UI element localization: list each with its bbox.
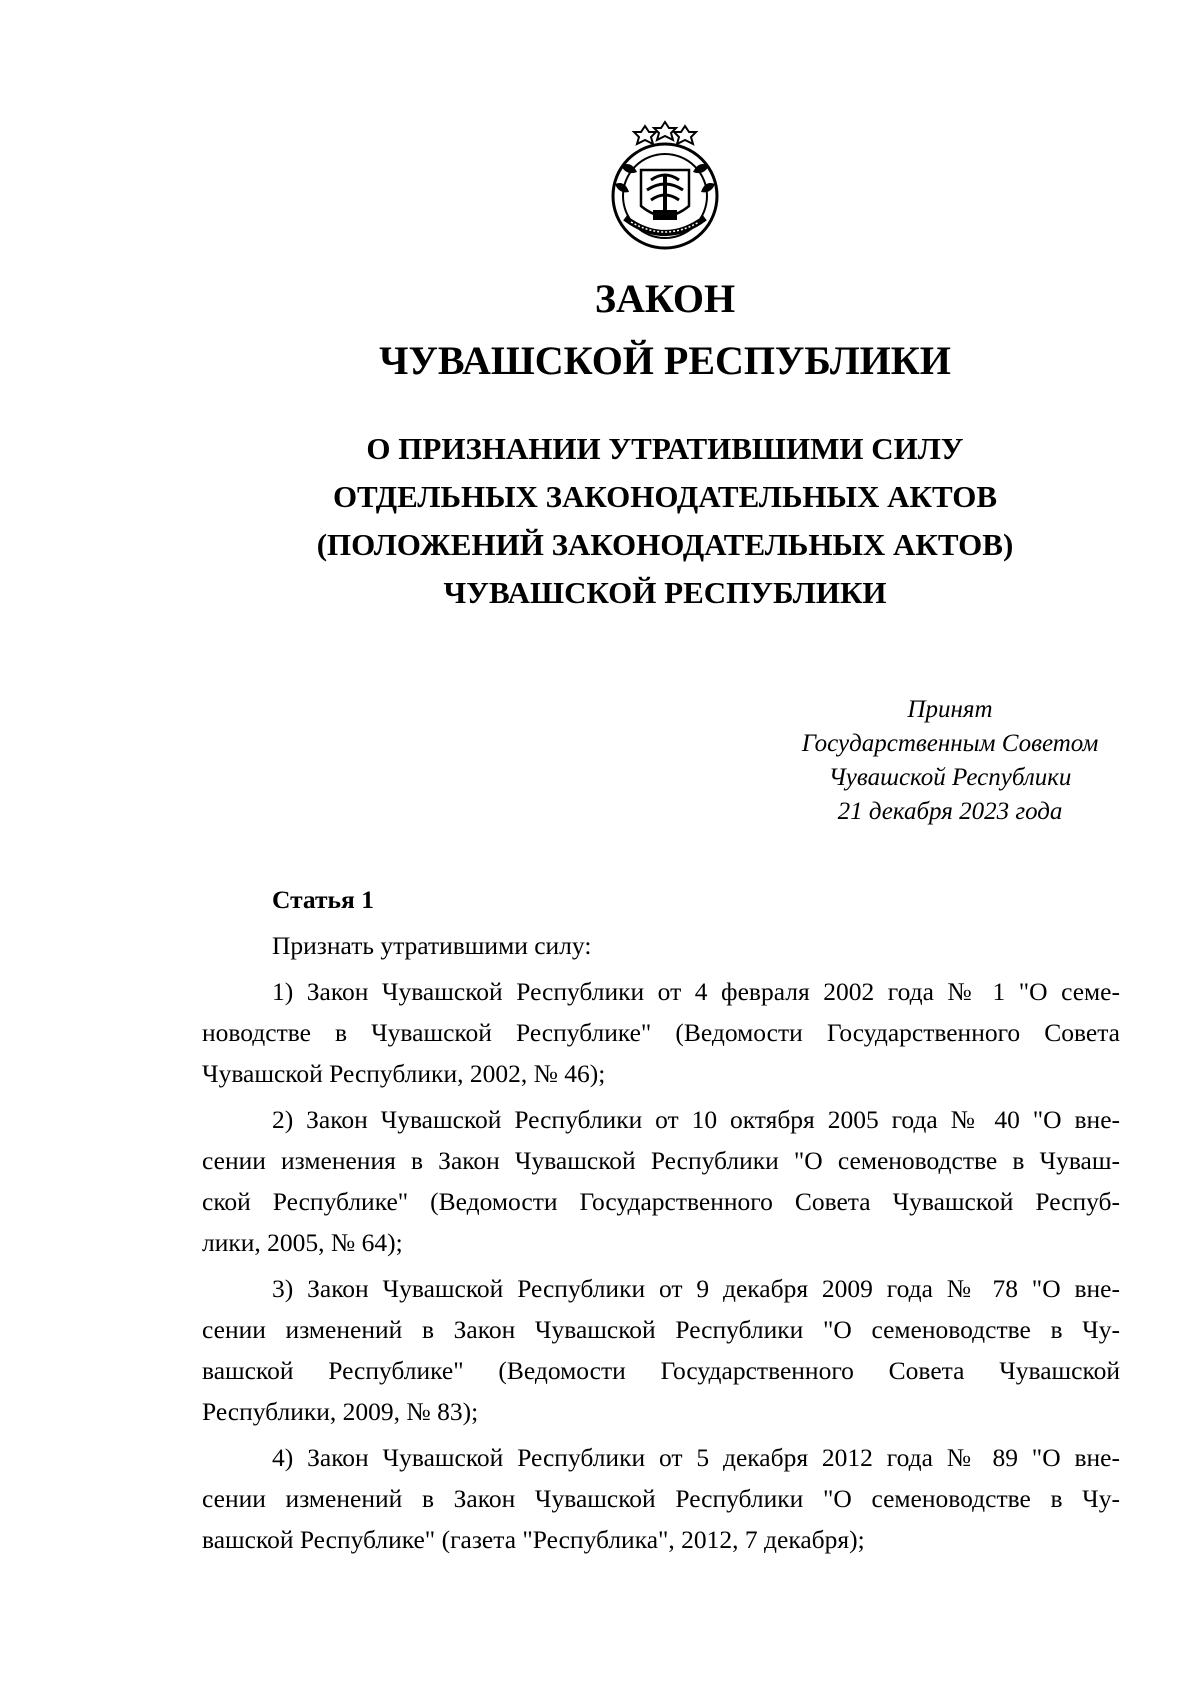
title-line-law: ЗАКОН: [594, 276, 736, 321]
subtitle-line: О ПРИЗНАНИИ УТРАТИВШИМИ СИЛУ: [366, 431, 964, 466]
subtitle-line: (ПОЛОЖЕНИЙ ЗАКОНОДАТЕЛЬНЫХ АКТОВ): [316, 527, 1014, 562]
item-line: ской Республике" (Ведомости Государственного Совета Чувашской Респуб-: [202, 1187, 1120, 1216]
item-line: Чувашской Республики, 2002, № 46);: [202, 1059, 606, 1088]
title-line-republic: ЧУВАШСКОЙ РЕСПУБЛИКИ: [379, 338, 951, 383]
article-body: [202, 879, 1120, 1565]
list-item: [202, 971, 1120, 1094]
item-line: сении изменений в Закон Чувашской Республики "О семеноводстве в Чу-: [202, 1315, 1120, 1344]
adoption-line: Чувашской Республики: [828, 764, 1072, 791]
item-line: лики, 2005, № 64);: [202, 1228, 403, 1257]
article-heading: Статья 1: [272, 885, 374, 914]
subtitle-line: ЧУВАШСКОЙ РЕСПУБЛИКИ: [443, 575, 887, 610]
list-item: [202, 1268, 1120, 1432]
item-line: вашской Республике" (газета "Республика", 2012, 7 декабря);: [202, 1525, 865, 1554]
item-line: вашской Республике" (Ведомости Государственного Совета Чувашской: [202, 1356, 1120, 1385]
item-line: Республики, 2009, № 83);: [202, 1397, 479, 1426]
item-line: 3) Закон Чувашской Республики от 9 декабря 2009 года № 78 "О вне-: [272, 1274, 1120, 1303]
list-item: [202, 1099, 1120, 1263]
item-line: новодстве в Чувашской Республике" (Ведомости Государственного Совета: [202, 1018, 1120, 1047]
article-intro: Признать утратившими силу:: [272, 931, 592, 960]
adoption-line: 21 декабря 2023 года: [837, 798, 1063, 825]
document-subtitle: [0, 425, 1200, 617]
adoption-line: Государственным Советом: [801, 730, 1099, 757]
adoption-note: [780, 693, 1120, 829]
list-item: [202, 1437, 1120, 1560]
subtitle-line: ОТДЕЛЬНЫХ ЗАКОНОДАТЕЛЬНЫХ АКТОВ: [332, 479, 998, 514]
item-line: сении изменений в Закон Чувашской Республики "О семеноводстве в Чу-: [202, 1484, 1120, 1513]
item-line: 1) Закон Чувашской Республики от 4 февраля 2002 года № 1 "О семе-: [272, 977, 1120, 1006]
adoption-line: Принят: [907, 696, 993, 723]
coat-of-arms-emblem: [601, 118, 729, 250]
document-title: [0, 268, 1200, 392]
item-line: 4) Закон Чувашской Республики от 5 декабря 2012 года № 89 "О вне-: [272, 1443, 1120, 1472]
item-line: сении изменения в Закон Чувашской Республики "О семеноводстве в Чуваш-: [202, 1146, 1120, 1175]
emblem-icon: [601, 118, 729, 250]
item-line: 2) Закон Чувашской Республики от 10 октября 2005 года № 40 "О вне-: [272, 1105, 1120, 1134]
